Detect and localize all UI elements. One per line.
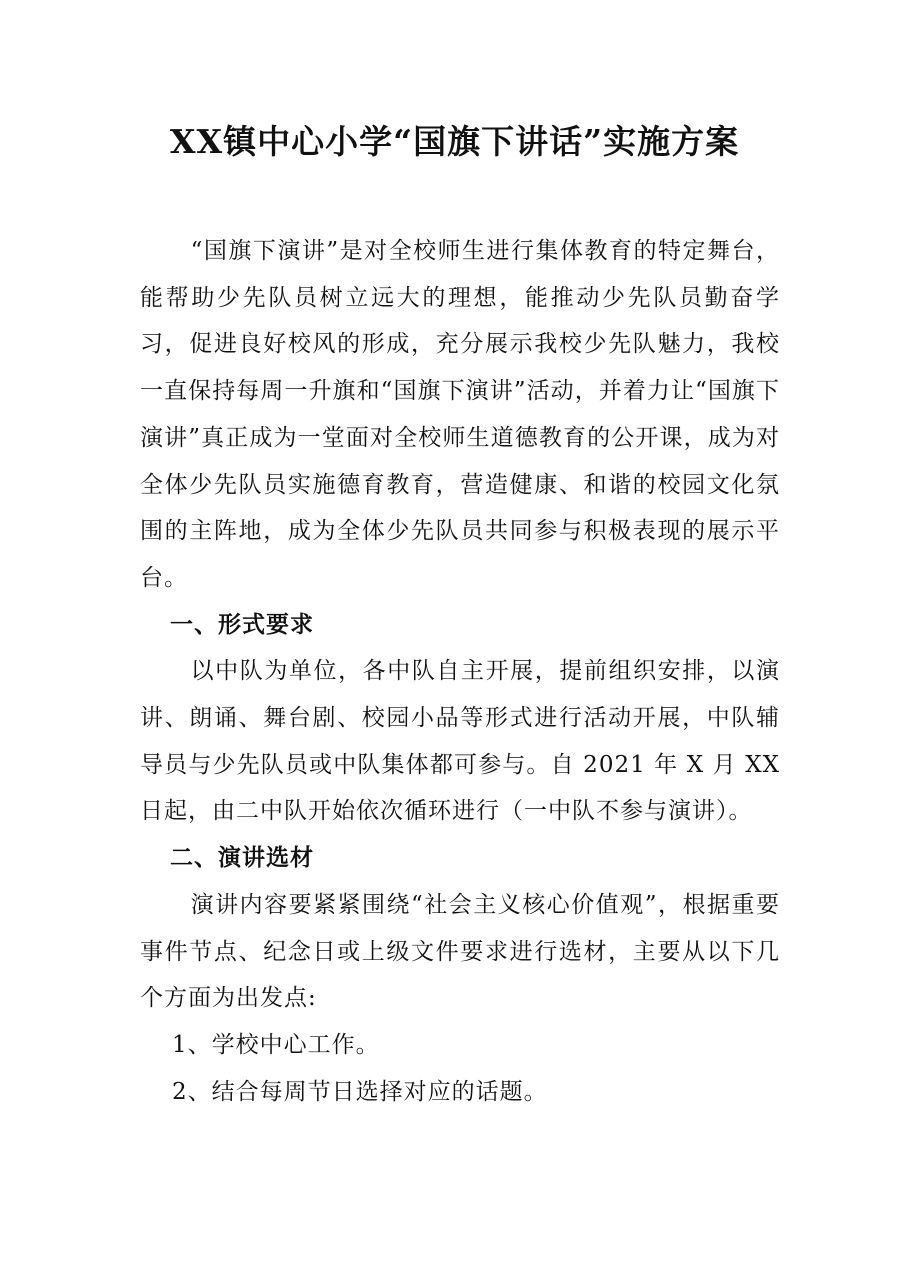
list-item: 2、结合每周节日选择对应的话题。	[172, 1078, 548, 1105]
document-body	[140, 228, 780, 1115]
section-heading-topics: 二、演讲选材	[170, 844, 314, 872]
section-heading-form: 一、形式要求	[170, 610, 314, 638]
list-item: 1、学校中心工作。	[172, 1031, 380, 1058]
document-title: XX镇中心小学“国旗下讲话”实施方案	[169, 122, 740, 161]
section-paragraph-topics: 演讲内容要紧紧围绕“社会主义核心价值观”，根据重要事件节点、纪念日或上级文件要求进行选材，主要从以下几个方面为出发点:	[140, 891, 780, 1012]
section-paragraph-form: 以中队为单位，各中队自主开展，提前组织安排，以演讲、朗诵、舞台剧、校园小品等形式进行活动开展，中队辅导员与少先队员或中队集体都可参与。自 2021 年 X 月 XX 日起，由二中队开始依次循环进行（一中队不参与演讲）。	[140, 658, 780, 825]
intro-paragraph: “国旗下演讲”是对全校师生进行集体教育的特定舞台，能帮助少先队员树立远大的理想，能推动少先队员勤奋学习，促进良好校风的形成，充分展示我校少先队魅力，我校一直保持每周一升旗和“国旗下演讲”活动，并着力让“国旗下演讲”真正成为一堂面对全校师生道德教育的公开课，成为对全体少先队员实施德育教育，营造健康、和谐的校园文化氛围的主阵地，成为全体少先队员共同参与积极表现的展示平台。	[140, 238, 780, 591]
